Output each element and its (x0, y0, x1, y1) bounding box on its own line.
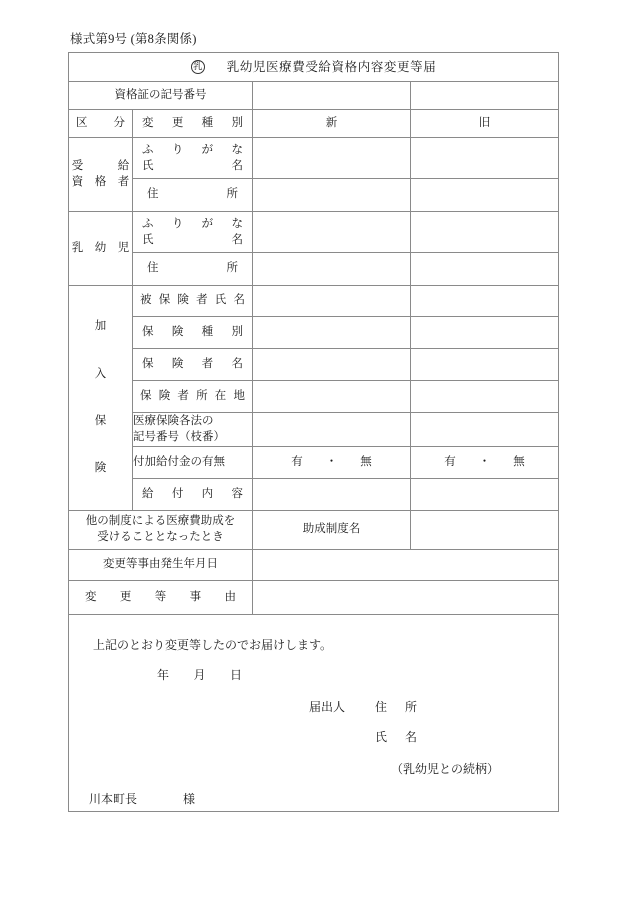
table-row-infant-address (69, 253, 559, 286)
table-row-recipient-name (69, 138, 559, 179)
additional-benefit-label: 付加給付金の有無 (133, 447, 253, 479)
submitter-label: 届出人 (309, 700, 346, 714)
insurance-type-old[interactable] (411, 317, 559, 349)
recipient-name-new[interactable] (253, 138, 411, 179)
occurrence-date-value[interactable] (253, 550, 559, 581)
change-reason-label: 変 更 等 事 由 (69, 581, 253, 615)
title-cell (69, 53, 559, 82)
infant-name-new[interactable] (253, 212, 411, 253)
table-row-insurer-name (69, 349, 559, 381)
form-title: 乳幼児医療費受給資格内容変更等届 (226, 59, 437, 74)
insurance-type-new[interactable] (253, 317, 411, 349)
infant-name-old[interactable] (411, 212, 559, 253)
insurance-symbol-number-new[interactable] (253, 413, 411, 447)
declaration-statement: 上記のとおり変更等したのでお届けします。 (93, 638, 333, 652)
table-row-title (69, 53, 559, 82)
insurer-name-new[interactable] (253, 349, 411, 381)
main-form-table (68, 52, 559, 812)
benefit-content-new[interactable] (253, 479, 411, 511)
insurer-address-new[interactable] (253, 381, 411, 413)
table-row-declaration (69, 615, 559, 812)
table-row-other-assistance (69, 511, 559, 550)
recipient-address-label: 住 所 (133, 179, 253, 212)
recipient-name-old[interactable] (411, 138, 559, 179)
form-number: 様式第9号 (第8条関係) (70, 32, 197, 46)
table-row-insurance-type (69, 317, 559, 349)
recipient-name-label: ふ り が な 氏 名 (133, 138, 253, 179)
occurrence-date-label: 変更等事由発生年月日 (69, 550, 253, 581)
other-assistance-label: 他の制度による医療費助成を 受けることとなったとき (69, 511, 253, 550)
infant-block-label: 乳 幼 児 (69, 212, 133, 286)
table-row-header-kubun (69, 110, 559, 138)
qualification-number-value-new[interactable] (253, 82, 411, 110)
insured-person-name-new[interactable] (253, 286, 411, 317)
insurer-address-label: 保 険 者 所 在 地 (133, 381, 253, 413)
benefit-content-label: 給 付 内 容 (133, 479, 253, 511)
submitter-name-label: 氏 名 (375, 730, 421, 744)
addressee-line (89, 791, 195, 807)
table-row-insured-person-name (69, 286, 559, 317)
addressee-honorific: 様 (183, 792, 196, 806)
table-row-qualification-number (69, 82, 559, 110)
infant-address-label: 住 所 (133, 253, 253, 286)
insurer-name-old[interactable] (411, 349, 559, 381)
infant-mark-icon: 乳 (191, 60, 205, 74)
infant-address-new[interactable] (253, 253, 411, 286)
infant-name-label: ふ り が な 氏 名 (133, 212, 253, 253)
recipient-address-new[interactable] (253, 179, 411, 212)
qualification-number-label: 資格証の記号番号 (69, 82, 253, 110)
insurer-address-old[interactable] (411, 381, 559, 413)
benefit-content-old[interactable] (411, 479, 559, 511)
column-header-new: 新 (253, 110, 411, 138)
additional-benefit-old[interactable]: 有 ・ 無 (411, 447, 559, 479)
qualification-number-value-old[interactable] (411, 82, 559, 110)
insurance-block-label: 加 入 保 険 (69, 286, 133, 511)
relation-to-infant-note: （乳幼児との続柄） (391, 762, 500, 776)
assistance-system-name-value[interactable] (411, 511, 559, 550)
change-reason-value[interactable] (253, 581, 559, 615)
insurance-symbol-number-old[interactable] (411, 413, 559, 447)
table-row-additional-benefit (69, 447, 559, 479)
recipient-address-old[interactable] (411, 179, 559, 212)
category-label: 区 分 (69, 110, 133, 138)
declaration-date-fields[interactable]: 年 月 日 (157, 668, 243, 682)
insured-person-name-old[interactable] (411, 286, 559, 317)
recipient-block-label: 受 給 資 格 者 (69, 138, 133, 212)
submitter-address-label: 住 所 (375, 700, 421, 714)
declaration-cell (69, 615, 559, 812)
assistance-system-name-label: 助成制度名 (253, 511, 411, 550)
insurance-type-label: 保 険 種 別 (133, 317, 253, 349)
table-row-insurer-address (69, 381, 559, 413)
addressee-name: 川本町長 (89, 792, 138, 806)
table-row-benefit-content (69, 479, 559, 511)
table-row-insurance-symbol-number (69, 413, 559, 447)
additional-benefit-new[interactable]: 有 ・ 無 (253, 447, 411, 479)
change-type-label: 変 更 種 別 (133, 110, 253, 138)
table-row-occurrence-date (69, 550, 559, 581)
insurance-symbol-number-label: 医療保険各法の 記号番号（枝番） (133, 413, 253, 447)
table-row-change-reason (69, 581, 559, 615)
infant-address-old[interactable] (411, 253, 559, 286)
column-header-old: 旧 (411, 110, 559, 138)
insured-person-name-label: 被 保 険 者 氏 名 (133, 286, 253, 317)
table-row-recipient-address (69, 179, 559, 212)
table-row-infant-name (69, 212, 559, 253)
insurer-name-label: 保 険 者 名 (133, 349, 253, 381)
